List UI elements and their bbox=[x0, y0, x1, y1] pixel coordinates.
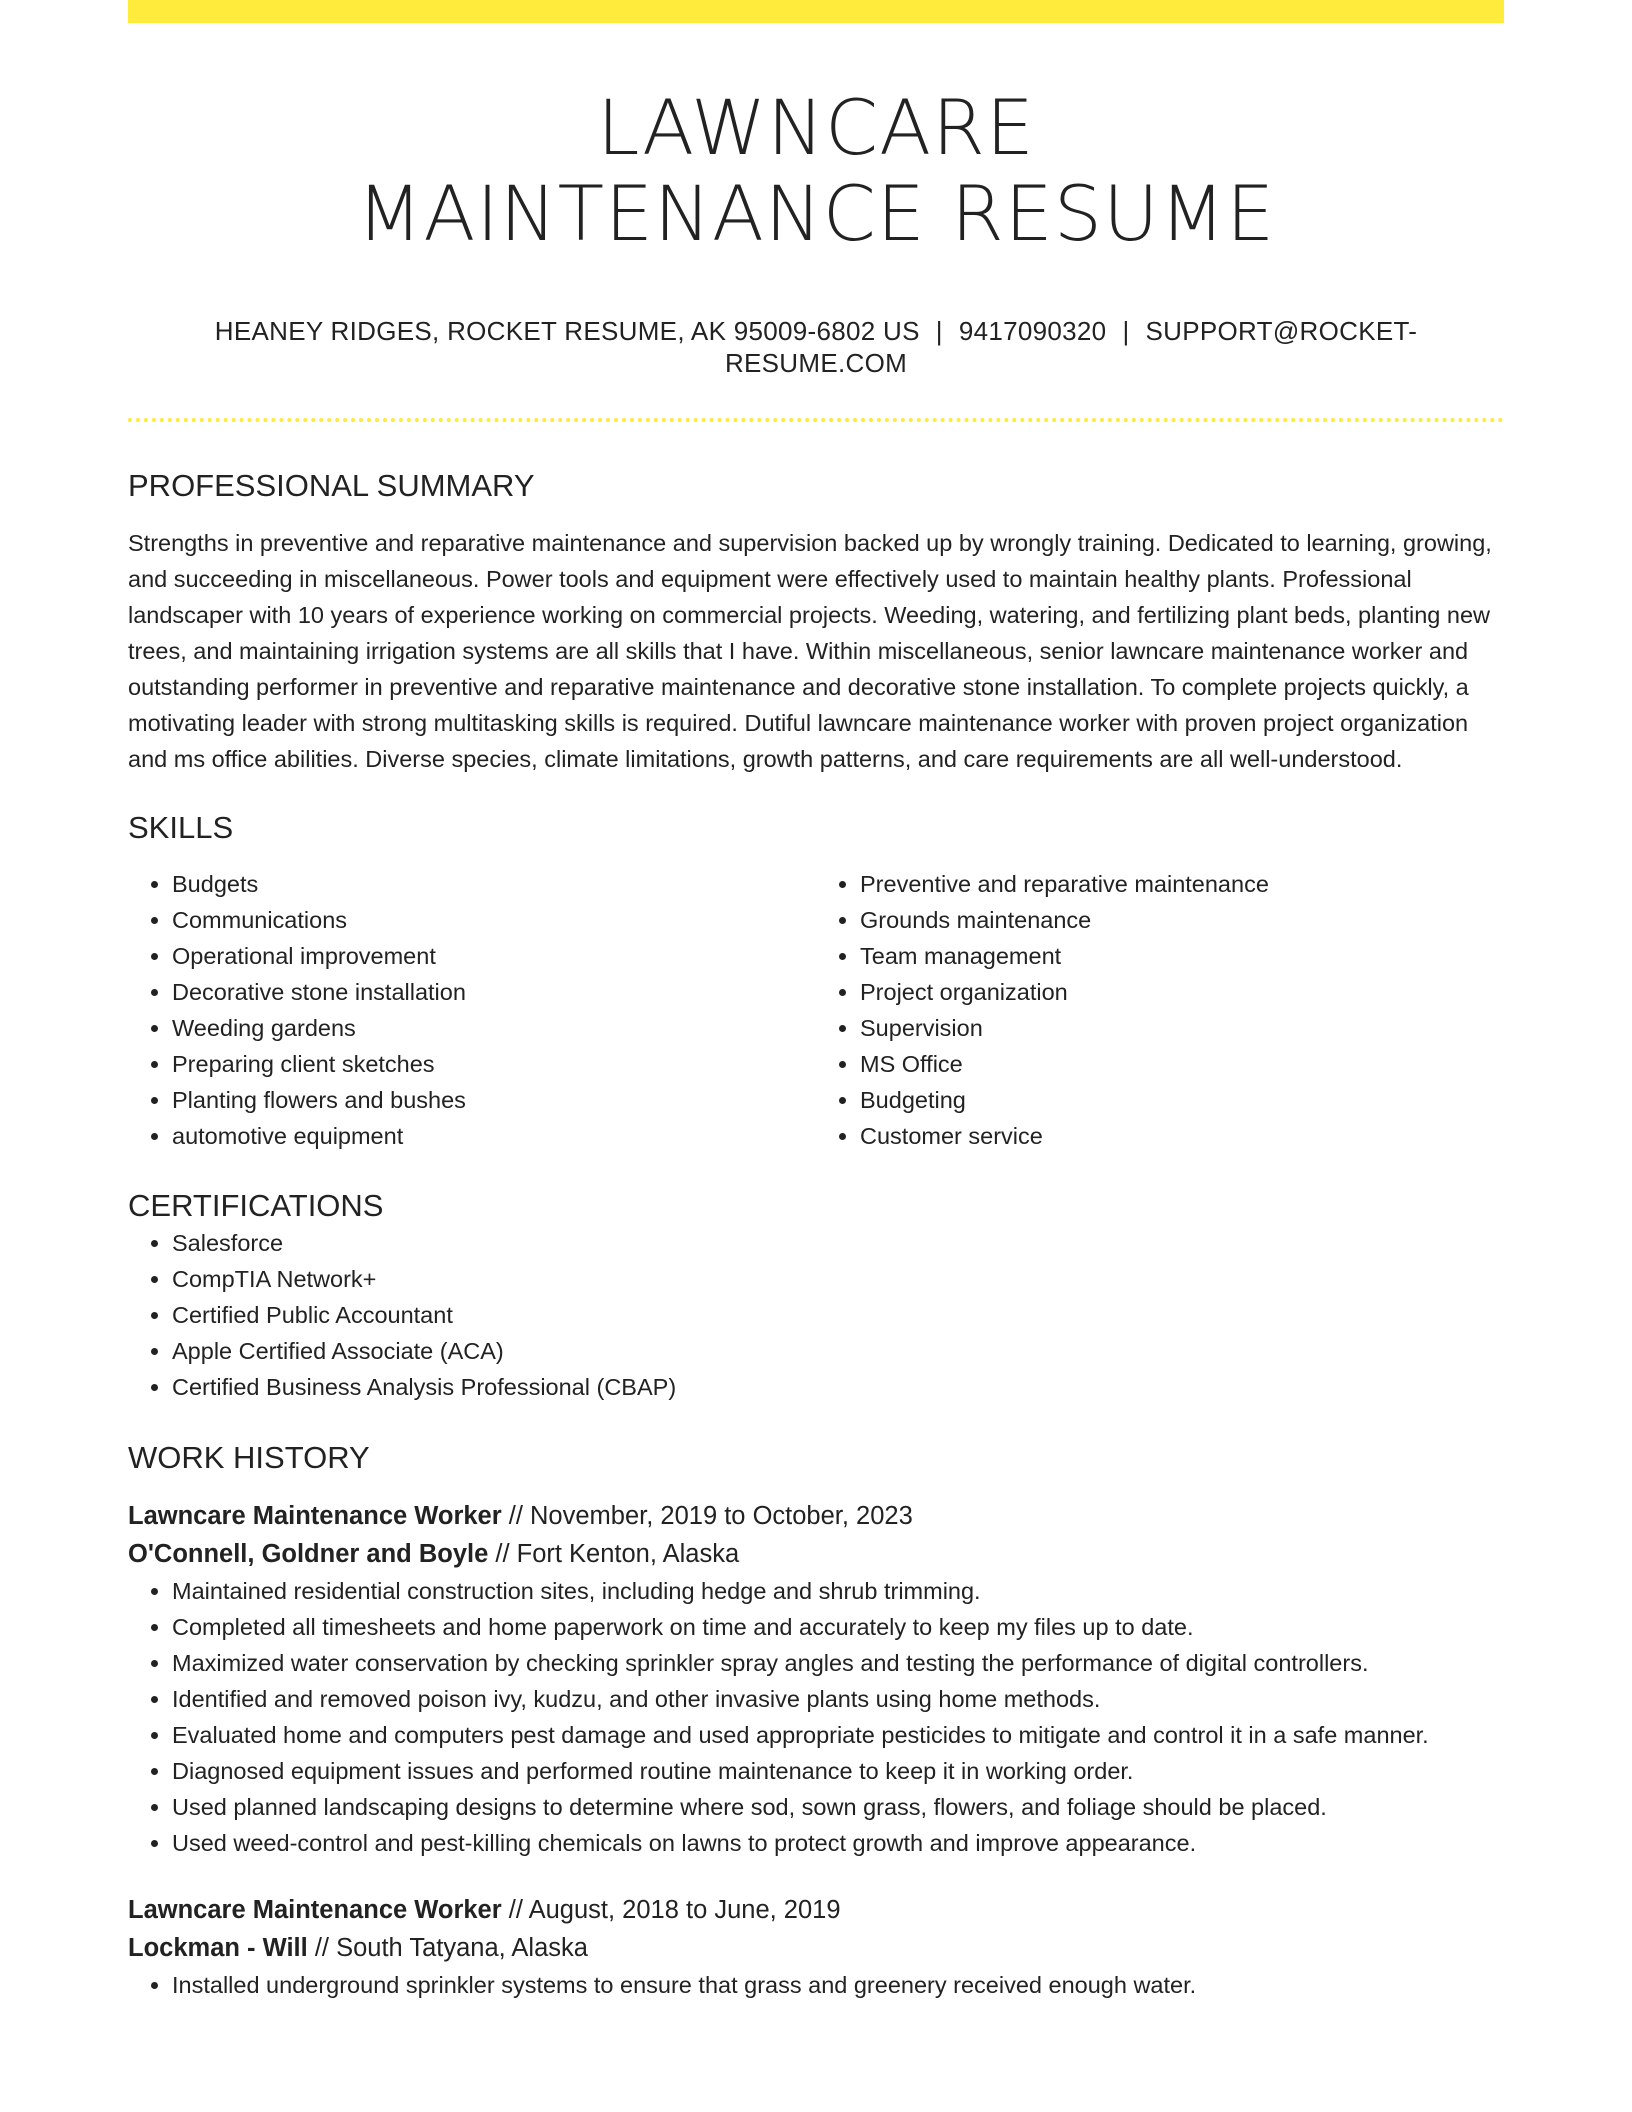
dotted-divider bbox=[128, 418, 1504, 422]
skill-item: • Budgeting bbox=[860, 1082, 1504, 1118]
skills-list-left bbox=[128, 866, 816, 1154]
title-line-1: LAWNCARE bbox=[597, 83, 1035, 172]
skill-item: • Team management bbox=[860, 938, 1504, 974]
skill-item: • Planting flowers and bushes bbox=[172, 1082, 816, 1118]
contact-address: HEANEY RIDGES, ROCKET RESUME, AK 95009-6802 US bbox=[214, 316, 920, 346]
job-bullet: • Diagnosed equipment issues and performed routine maintenance to keep it in working order. bbox=[172, 1753, 1504, 1789]
contact-separator: | bbox=[935, 316, 943, 346]
job-title-line bbox=[128, 1497, 1504, 1535]
contact-line bbox=[128, 315, 1504, 379]
job-bullets bbox=[128, 1573, 1504, 1861]
summary-text: Strengths in preventive and reparative maintenance and supervision backed up by wrongly training. Dedicated to learning, growing, and succeeding in miscellaneous. Power tools and equipment were effectively used to maintain healthy plants. Professional landscaper with 10 years of experience working on commercial projects. Weeding, watering, and fertilizing plant beds, planting new trees, and maintaining irrigation systems are all skills that I have. Within miscellaneous, senior lawncare maintenance worker and outstanding performer in preventive and reparative maintenance and decorative stone installation. To complete projects quickly, a motivating leader with strong multitasking skills is required. Dutiful lawncare maintenance worker with proven project organization and ms office abilities. Diverse species, climate limitations, growth patterns, and care requirements are all well-understood. bbox=[128, 530, 1492, 772]
job-title-line bbox=[128, 1891, 1504, 1929]
skill-item: • Project organization bbox=[860, 974, 1504, 1010]
skill-item: • Supervision bbox=[860, 1010, 1504, 1046]
work-history-heading: WORK HISTORY bbox=[128, 1440, 370, 1475]
job-bullet: • Used weed-control and pest-killing chemicals on lawns to protect growth and improve appearance. bbox=[172, 1825, 1504, 1861]
skill-item: • Budgets bbox=[172, 866, 816, 902]
skill-item: • Grounds maintenance bbox=[860, 902, 1504, 938]
job-location: // Fort Kenton, Alaska bbox=[495, 1540, 740, 1568]
skill-item: • Decorative stone installation bbox=[172, 974, 816, 1010]
job-bullet: • Identified and removed poison ivy, kudzu, and other invasive plants using home methods. bbox=[172, 1681, 1504, 1717]
skill-item: • Preparing client sketches bbox=[172, 1046, 816, 1082]
skills-list-right bbox=[816, 866, 1504, 1154]
skill-item: • MS Office bbox=[860, 1046, 1504, 1082]
job-bullet: • Evaluated home and computers pest damage and used appropriate pesticides to mitigate and control it in a safe manner. bbox=[172, 1717, 1504, 1753]
contact-separator: | bbox=[1122, 316, 1130, 346]
contact-email: SUPPORT@ROCKET-RESUME.COM bbox=[724, 316, 1418, 378]
job-bullet: • Completed all timesheets and home paperwork on time and accurately to keep my files up to date. bbox=[172, 1609, 1504, 1645]
certifications-list bbox=[128, 1225, 1504, 1405]
skill-item: • Weeding gardens bbox=[172, 1010, 816, 1046]
summary-heading: PROFESSIONAL SUMMARY bbox=[128, 468, 535, 503]
certification-item: • CompTIA Network+ bbox=[172, 1261, 1504, 1297]
title-line-2: MAINTENANCE RESUME bbox=[356, 169, 1276, 258]
skill-item: • Customer service bbox=[860, 1118, 1504, 1154]
job-company: Lockman - Will bbox=[128, 1934, 308, 1962]
certification-item: • Salesforce bbox=[172, 1225, 1504, 1261]
job-dates: // August, 2018 to June, 2019 bbox=[508, 1896, 841, 1924]
job-bullet: • Maximized water conservation by checking sprinkler spray angles and testing the performance of digital controllers. bbox=[172, 1645, 1504, 1681]
job-title: Lawncare Maintenance Worker bbox=[128, 1502, 502, 1530]
job-entry bbox=[128, 1497, 1504, 1861]
skills-columns bbox=[128, 866, 1504, 1154]
job-bullet: • Maintained residential construction sites, including hedge and shrub trimming. bbox=[172, 1573, 1504, 1609]
job-bullets bbox=[128, 1967, 1504, 2003]
job-company: O'Connell, Goldner and Boyle bbox=[128, 1540, 489, 1568]
job-company-line bbox=[128, 1929, 1504, 1967]
skill-item: • Communications bbox=[172, 902, 816, 938]
job-entry bbox=[128, 1891, 1504, 2003]
skill-item: • automotive equipment bbox=[172, 1118, 816, 1154]
resume-title bbox=[128, 85, 1504, 257]
skill-item: • Preventive and reparative maintenance bbox=[860, 866, 1504, 902]
job-dates: // November, 2019 to October, 2023 bbox=[508, 1502, 913, 1530]
accent-top-bar bbox=[128, 0, 1504, 23]
contact-phone: 9417090320 bbox=[958, 316, 1107, 346]
job-location: // South Tatyana, Alaska bbox=[314, 1934, 588, 1962]
job-bullet: • Installed underground sprinkler systems to ensure that grass and greenery received enough water. bbox=[172, 1967, 1504, 2003]
resume-page bbox=[128, 0, 1504, 2003]
certification-item: • Certified Public Accountant bbox=[172, 1297, 1504, 1333]
certification-item: • Apple Certified Associate (ACA) bbox=[172, 1333, 1504, 1369]
certifications-heading: CERTIFICATIONS bbox=[128, 1188, 384, 1223]
job-title: Lawncare Maintenance Worker bbox=[128, 1896, 502, 1924]
certification-item: • Certified Business Analysis Professional (CBAP) bbox=[172, 1369, 1504, 1405]
job-company-line bbox=[128, 1535, 1504, 1573]
skills-heading: SKILLS bbox=[128, 810, 234, 845]
skill-item: • Operational improvement bbox=[172, 938, 816, 974]
job-bullet: • Used planned landscaping designs to determine where sod, sown grass, flowers, and foliage should be placed. bbox=[172, 1789, 1504, 1825]
